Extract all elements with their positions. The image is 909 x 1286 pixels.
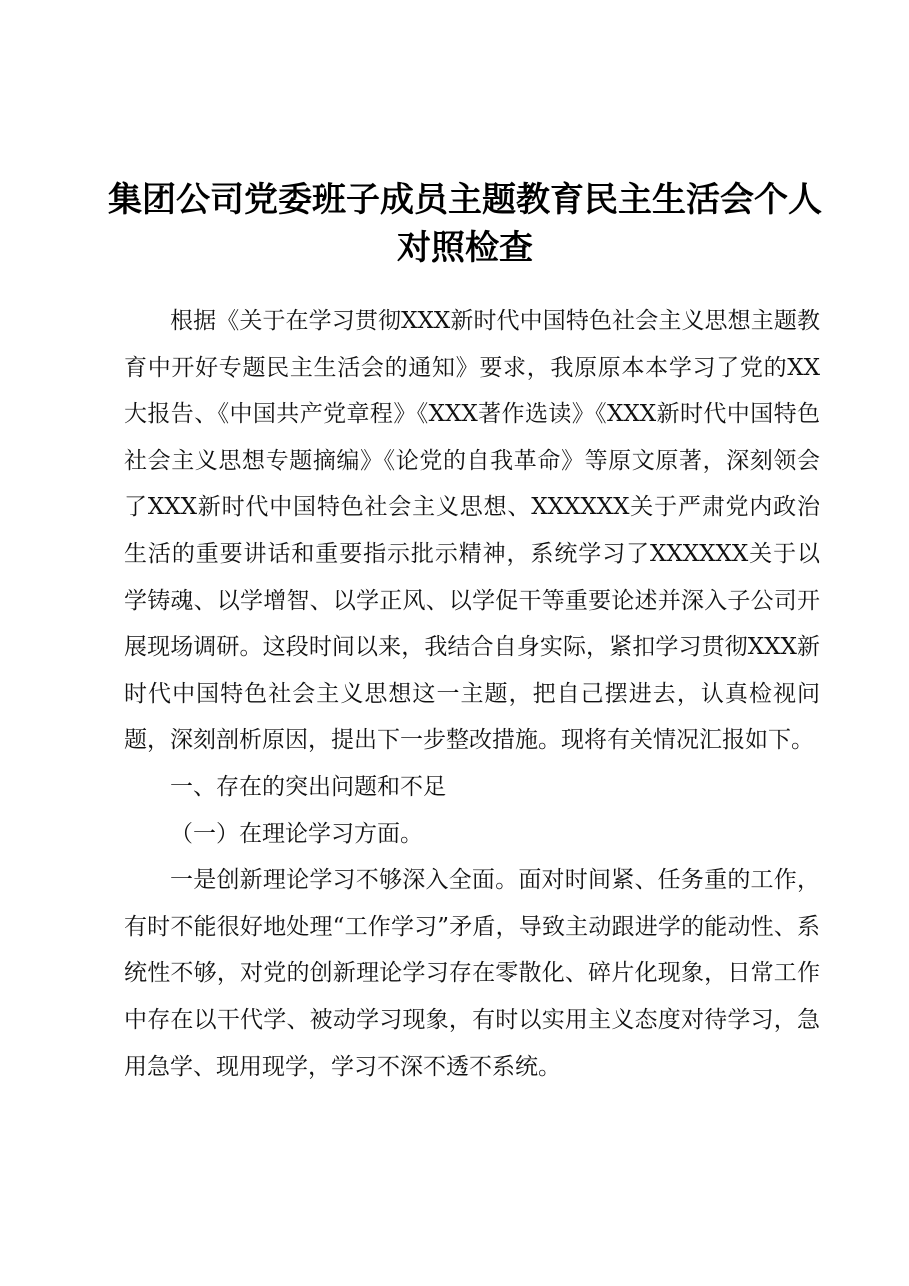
title-line-2: 对照检查 xyxy=(397,228,533,268)
body-paragraph: 一是创新理论学习不够深入全面。面对时间紧、任务重的工作，有时不能很好地处理“工作学习”矛盾，导致主动跟进学的能动性、系统性不够，对党的创新理论学习存在零散化、碎片化现象，日常工作中存在以干代学、被动学习现象，有时以实用主义态度对待学习，急用急学、现用现学，学习不深不透不系统。 xyxy=(124,867,820,1080)
document-title xyxy=(105,176,825,272)
subsection-heading: （一）在理论学习方面。 xyxy=(170,820,423,847)
intro-paragraph: 根据《关于在学习贯彻XXX新时代中国特色社会主义思想主题教育中开好专题民主生活会的通知》要求，我原原本本学习了党的XX大报告、《中国共产党章程》《XXX著作选读》《XXX新时代中国特色社会主义思想专题摘编》《论党的自我革命》等原文原著，深刻领会了XXX新时代中国特色社会主义思想、XXXXXX关于严肃党内政治生活的重要讲话和重要指示批示精神，系统学习了XXXXXX关于以学铸魂、以学增智、以学正风、以学促干等重要论述并深入子公司开展现场调研。这段时间以来，我结合自身实际，紧扣学习贯彻XXX新时代中国特色社会主义思想这一主题，把自己摆进去，认真检视问题，深刻剖析原因，提出下一步整改措施。现将有关情况汇报如下。 xyxy=(124,308,820,754)
title-line-1: 集团公司党委班子成员主题教育民主生活会个人 xyxy=(108,180,822,220)
document-body xyxy=(124,298,820,1090)
section-heading: 一、存在的突出问题和不足 xyxy=(170,773,446,800)
